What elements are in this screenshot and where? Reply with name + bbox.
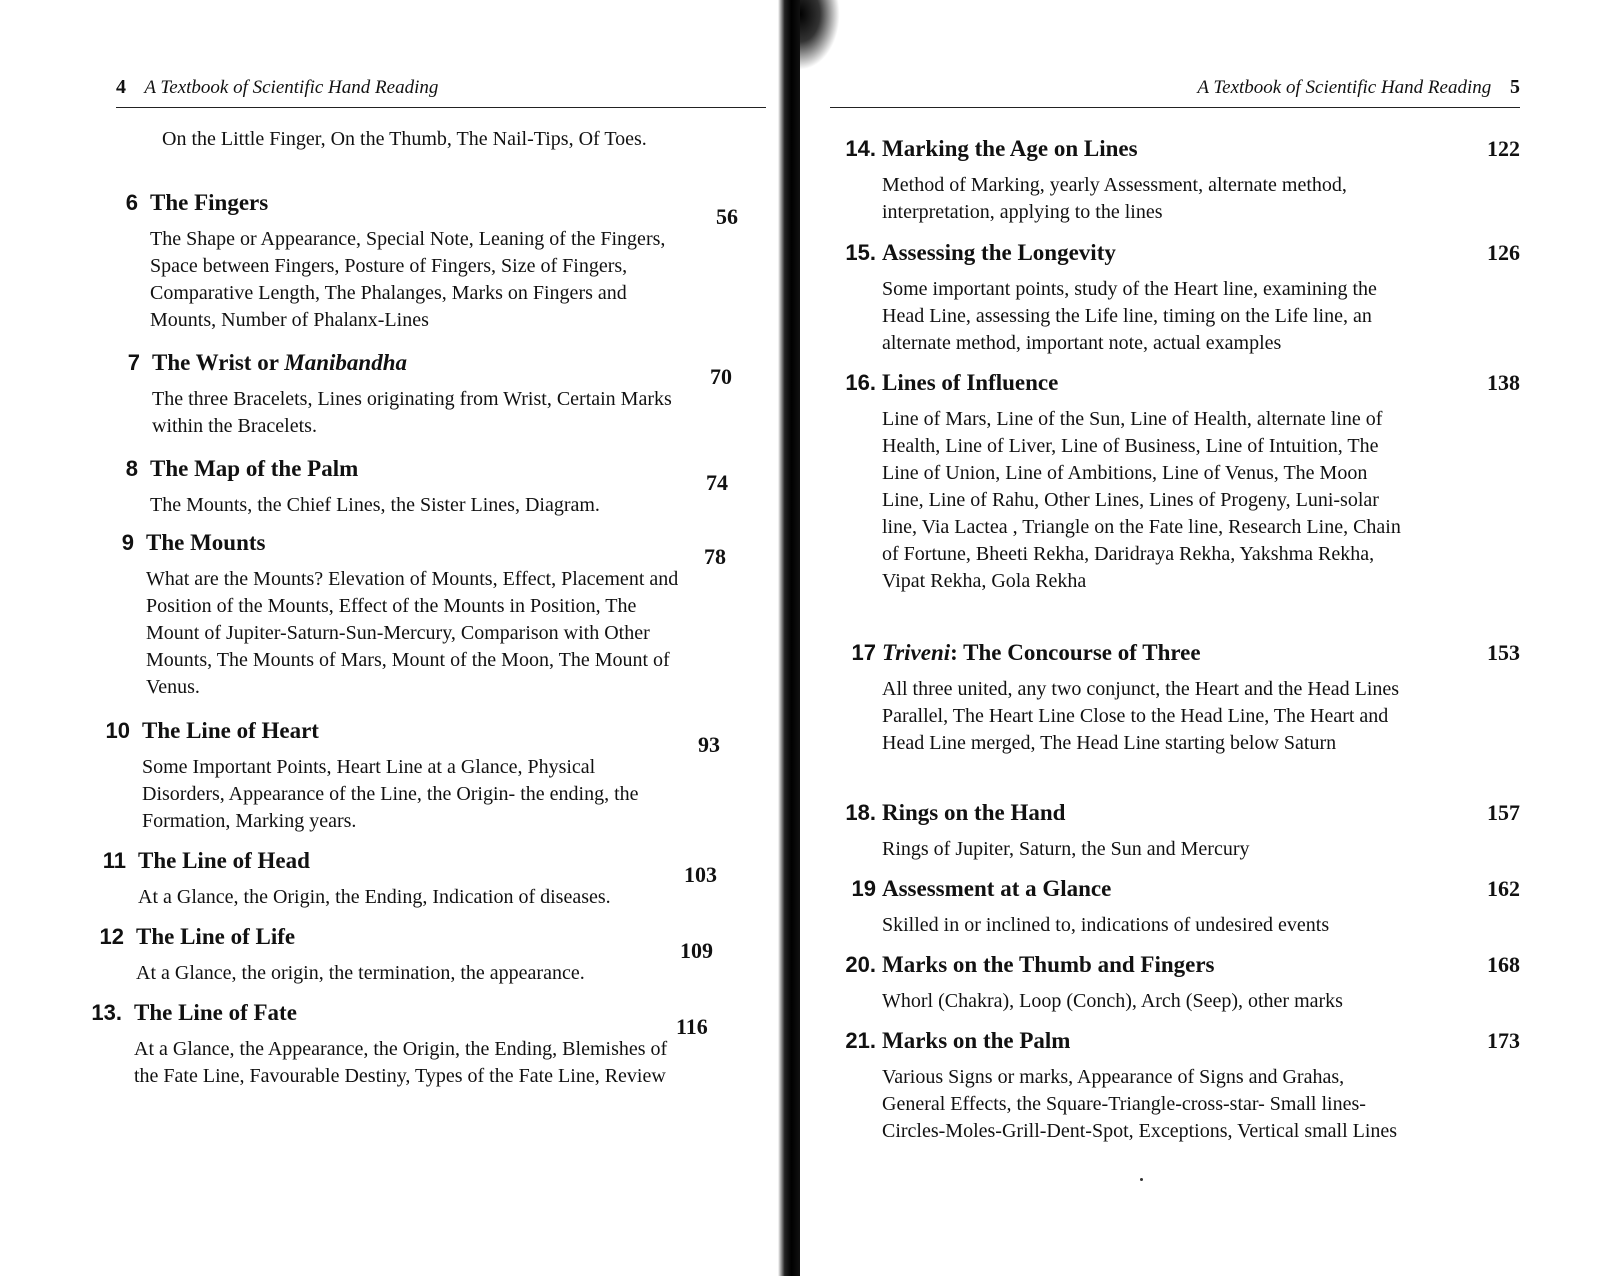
- chapter-description: All three united, any two conjunct, the Heart and the Head Lines Parallel, The Heart Line Close to the Head Line, The Heart and Head Line merged, The Head Line starting below Saturn: [882, 678, 1400, 754]
- chapter-description: Whorl (Chakra), Loop (Conch), Arch (Seep), other marks: [882, 990, 1343, 1012]
- chapter-page: 153: [1487, 640, 1520, 665]
- continued-text: On the Little Finger, On the Thumb, The Nail-Tips, Of Toes.: [162, 128, 647, 150]
- toc-entry-14: [840, 136, 1520, 226]
- chapter-title: Lines of Influence: [882, 370, 1059, 395]
- chapter-page: 168: [1487, 952, 1520, 977]
- toc-entry-12: [90, 924, 730, 987]
- toc-entry-8: [104, 456, 744, 519]
- toc-entry-18: [840, 800, 1520, 863]
- toc-entry-7: [106, 350, 746, 440]
- chapter-title: Marking the Age on Lines: [882, 136, 1138, 161]
- toc-entry-15: [840, 240, 1520, 357]
- toc-entry-9: [100, 530, 740, 701]
- chapter-page: 93: [698, 732, 720, 757]
- chapter-number: 18.: [845, 800, 876, 825]
- chapter-description: The Shape or Appearance, Special Note, Leaning of the Fingers, Space between Fingers, Posture of Fingers, Size of Fingers, Comparative Length, The Phalanges, Marks on Fingers and Mounts, Number of Phalanx-Lines: [150, 228, 666, 331]
- chapter-description: The three Bracelets, Lines originating from Wrist, Certain Marks within the Bracelets.: [152, 388, 672, 437]
- chapter-title: Triveni: The Concourse of Three: [882, 640, 1201, 665]
- toc-entry-21: [840, 1028, 1520, 1145]
- chapter-description: Method of Marking, yearly Assessment, alternate method, interpretation, applying to the lines: [882, 174, 1347, 223]
- chapter-description: At a Glance, the Appearance, the Origin, the Ending, Blemishes of the Fate Line, Favourable Destiny, Types of the Fate Line, Review: [134, 1038, 668, 1087]
- chapter-page: 126: [1487, 240, 1520, 265]
- chapter-title: The Line of Fate: [134, 1000, 297, 1025]
- chapter-number: 11: [102, 848, 126, 873]
- chapter-title: The Mounts: [146, 530, 266, 555]
- chapter-page: 56: [716, 204, 738, 229]
- chapter-description: What are the Mounts? Elevation of Mounts, Effect, Placement and Position of the Mounts, Effect of the Mounts in Position, The Mount of Jupiter-Saturn-Sun-Mercury, Comparison with Other Mounts, The Mounts of Mars, Mount of the Moon, The Mount of Venus.: [146, 568, 679, 698]
- chapter-number: 8: [125, 456, 138, 481]
- chapter-page: 116: [676, 1014, 708, 1039]
- chapter-title: The Fingers: [150, 190, 269, 215]
- chapter-title: The Map of the Palm: [150, 456, 359, 481]
- chapter-page: 122: [1487, 136, 1520, 161]
- chapter-number: 7: [127, 350, 140, 375]
- chapter-number: 21.: [845, 1028, 876, 1053]
- chapter-title: Rings on the Hand: [882, 800, 1066, 825]
- chapter-page: 109: [680, 938, 713, 963]
- chapter-page: 162: [1487, 876, 1520, 901]
- chapter-number: 6: [125, 190, 138, 215]
- chapter-number: 12: [99, 924, 124, 949]
- left-running-head: [116, 76, 766, 108]
- chapter-number: 9: [121, 530, 134, 555]
- chapter-title: Marks on the Thumb and Fingers: [882, 952, 1215, 977]
- ink-speck: [1140, 1178, 1143, 1181]
- book-gutter: [778, 0, 800, 1276]
- chapter-title: The Line of Life: [136, 924, 296, 949]
- toc-entry-6: [104, 190, 744, 334]
- chapter-page: 78: [704, 544, 726, 569]
- chapter-page: 74: [706, 470, 728, 495]
- chapter-title: Assessing the Longevity: [882, 240, 1116, 265]
- toc-entry-19: [840, 876, 1520, 939]
- toc-entry-17: [840, 640, 1520, 757]
- chapter-title: Assessment at a Glance: [882, 876, 1112, 901]
- chapter-description: At a Glance, the Origin, the Ending, Indication of diseases.: [138, 886, 611, 908]
- chapter-description: Some Important Points, Heart Line at a Glance, Physical Disorders, Appearance of the Line, the Origin- the ending, the Formation, Marking years.: [142, 756, 639, 832]
- chapter-page: 173: [1487, 1028, 1520, 1053]
- chapter-number: 10: [105, 718, 130, 743]
- right-page-number: 5: [1510, 76, 1520, 98]
- chapter-number: 15.: [845, 240, 876, 265]
- chapter-title: Marks on the Palm: [882, 1028, 1071, 1053]
- chapter-page: 157: [1487, 800, 1520, 825]
- chapter-title: The Line of Heart: [142, 718, 319, 743]
- chapter-page: 103: [684, 862, 717, 887]
- left-page-number: 4: [116, 76, 126, 98]
- right-page: [800, 0, 1600, 1276]
- toc-entry-11: [92, 848, 732, 911]
- chapter-number: 13.: [91, 1000, 122, 1025]
- chapter-description: Line of Mars, Line of the Sun, Line of Health, alternate line of Health, Line of Liver, Line of Business, Line of Intuition, The Line of Union, Line of Ambitions, Line of Venus, The Moon Line, Line of Rahu, Other Lines, Lines of Progeny, Luni-solar line, Via Lactea , Triangle on the Fate line, Research Line, Chain of Fortune, Bheeti Rekha, Daridraya Rekha, Yakshma Rekha, Vipat Rekha, Gola Rekha: [882, 408, 1401, 592]
- chapter-description: Some important points, study of the Heart line, examining the Head Line, assessing the Life line, timing on the Life line, an alternate method, important note, actual examples: [882, 278, 1377, 354]
- chapter-description: Various Signs or marks, Appearance of Signs and Grahas, General Effects, the Square-Triangle-cross-star- Small lines- Circles-Moles-Grill-Dent-Spot, Exceptions, Vertical small Lines: [882, 1066, 1398, 1142]
- chapter-description: Rings of Jupiter, Saturn, the Sun and Mercury: [882, 838, 1250, 860]
- chapter-number: 19: [851, 876, 876, 901]
- chapter-number: 16.: [845, 370, 876, 395]
- chapter-description: Skilled in or inclined to, indications of undesired events: [882, 914, 1330, 936]
- chapter-description: The Mounts, the Chief Lines, the Sister Lines, Diagram.: [150, 494, 600, 516]
- toc-entry-10: [96, 718, 736, 835]
- chapter-number: 20.: [845, 952, 876, 977]
- chapter-page: 70: [710, 364, 732, 389]
- right-running-head: [830, 76, 1520, 108]
- toc-entry-20: [840, 952, 1520, 1015]
- right-running-head-title: A Textbook of Scientific Hand Reading: [1197, 77, 1492, 98]
- toc-entry-13: [88, 1000, 728, 1090]
- chapter-page: 138: [1487, 370, 1520, 395]
- chapter-title: The Wrist or Manibandha: [152, 350, 407, 375]
- chapter-title: The Line of Head: [138, 848, 310, 873]
- chapter-number: 14.: [845, 136, 876, 161]
- toc-entry-16: [840, 370, 1520, 595]
- chapter-description: At a Glance, the origin, the termination, the appearance.: [136, 962, 585, 984]
- left-running-head-title: A Textbook of Scientific Hand Reading: [144, 77, 439, 98]
- chapter-number: 17: [851, 640, 876, 665]
- left-page: [0, 0, 780, 1276]
